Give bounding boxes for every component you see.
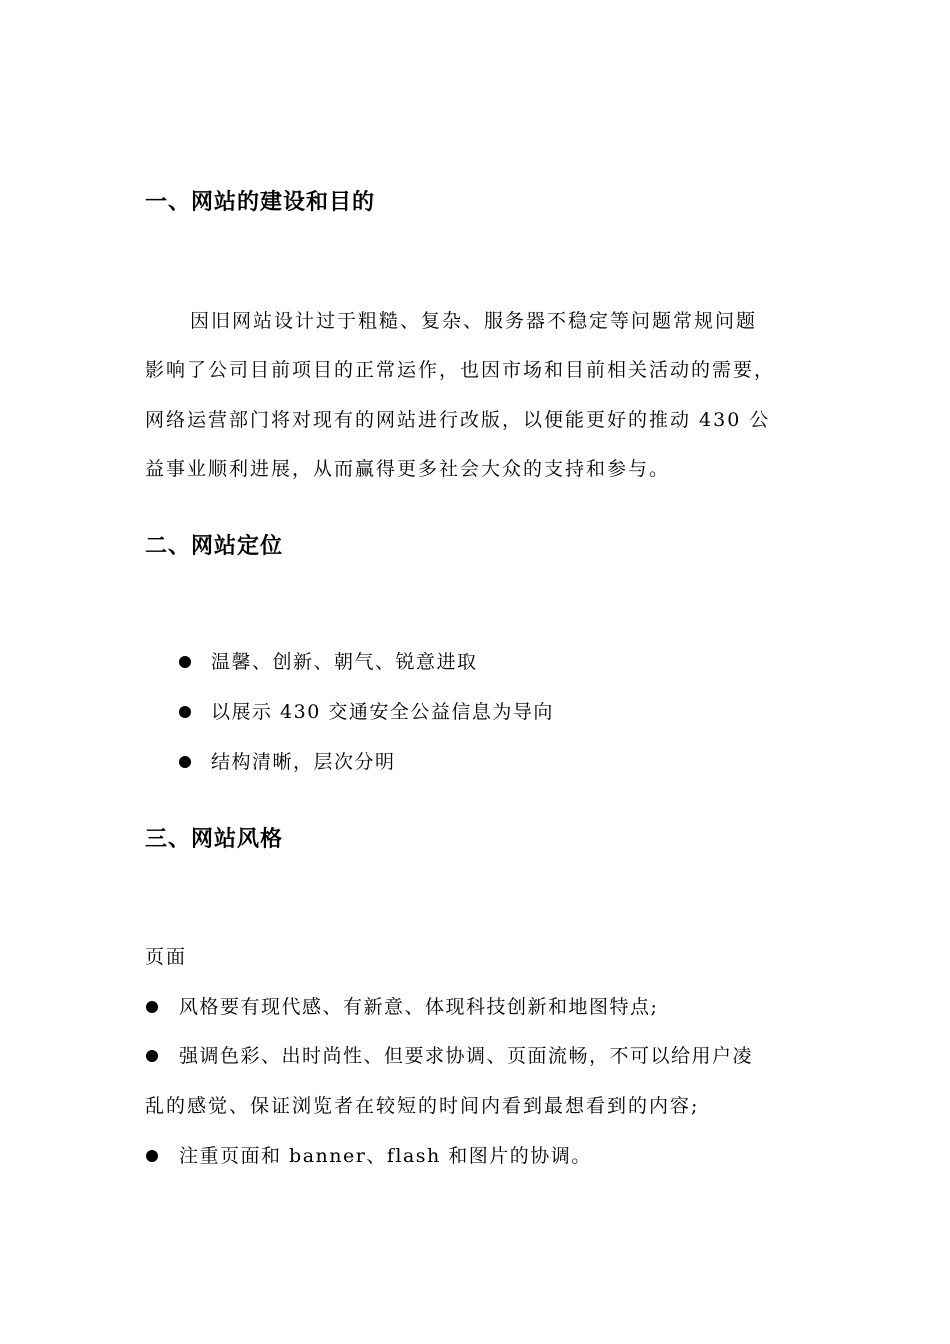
paragraph-line: 益事业顺利进展，从而赢得更多社会大众的支持和参与。 [145, 458, 671, 480]
section-heading-2: 二、网站定位 [145, 534, 284, 559]
bullet-icon [179, 706, 191, 718]
paragraph-line: 网络运营部门将对现有的网站进行改版，以便能更好的推动 430 公 [145, 409, 771, 431]
bullet-icon [179, 656, 191, 668]
list-item-text: 注重页面和 banner、flash 和图片的协调。 [179, 1145, 592, 1167]
list-item-text: 以展示 430 交通安全公益信息为导向 [211, 701, 554, 723]
bullet-icon [146, 1001, 158, 1013]
list-item-text: 结构清晰，层次分明 [211, 751, 396, 773]
paragraph-line: 影响了公司目前项目的正常运作，也因市场和目前相关活动的需要， [145, 359, 776, 381]
bullet-icon [179, 756, 191, 768]
bullet-icon [146, 1150, 158, 1162]
section-heading-3: 三、网站风格 [145, 827, 284, 852]
list-item-text: 强调色彩、出时尚性、但要求协调、页面流畅，不可以给用户凌 [179, 1045, 754, 1067]
section-heading-1: 一、网站的建设和目的 [145, 190, 376, 215]
paragraph-line: 因旧网站设计过于粗糙、复杂、服务器不稳定等问题常规问题 [190, 310, 758, 332]
subheading-page: 页面 [145, 946, 188, 968]
list-item-continuation: 乱的感觉、保证浏览者在较短的时间内看到最想看到的内容; [145, 1095, 700, 1117]
bullet-icon [146, 1050, 158, 1062]
list-item-text: 温馨、创新、朝气、锐意进取 [211, 651, 478, 673]
list-item-text: 风格要有现代感、有新意、体现科技创新和地图特点; [179, 996, 659, 1018]
